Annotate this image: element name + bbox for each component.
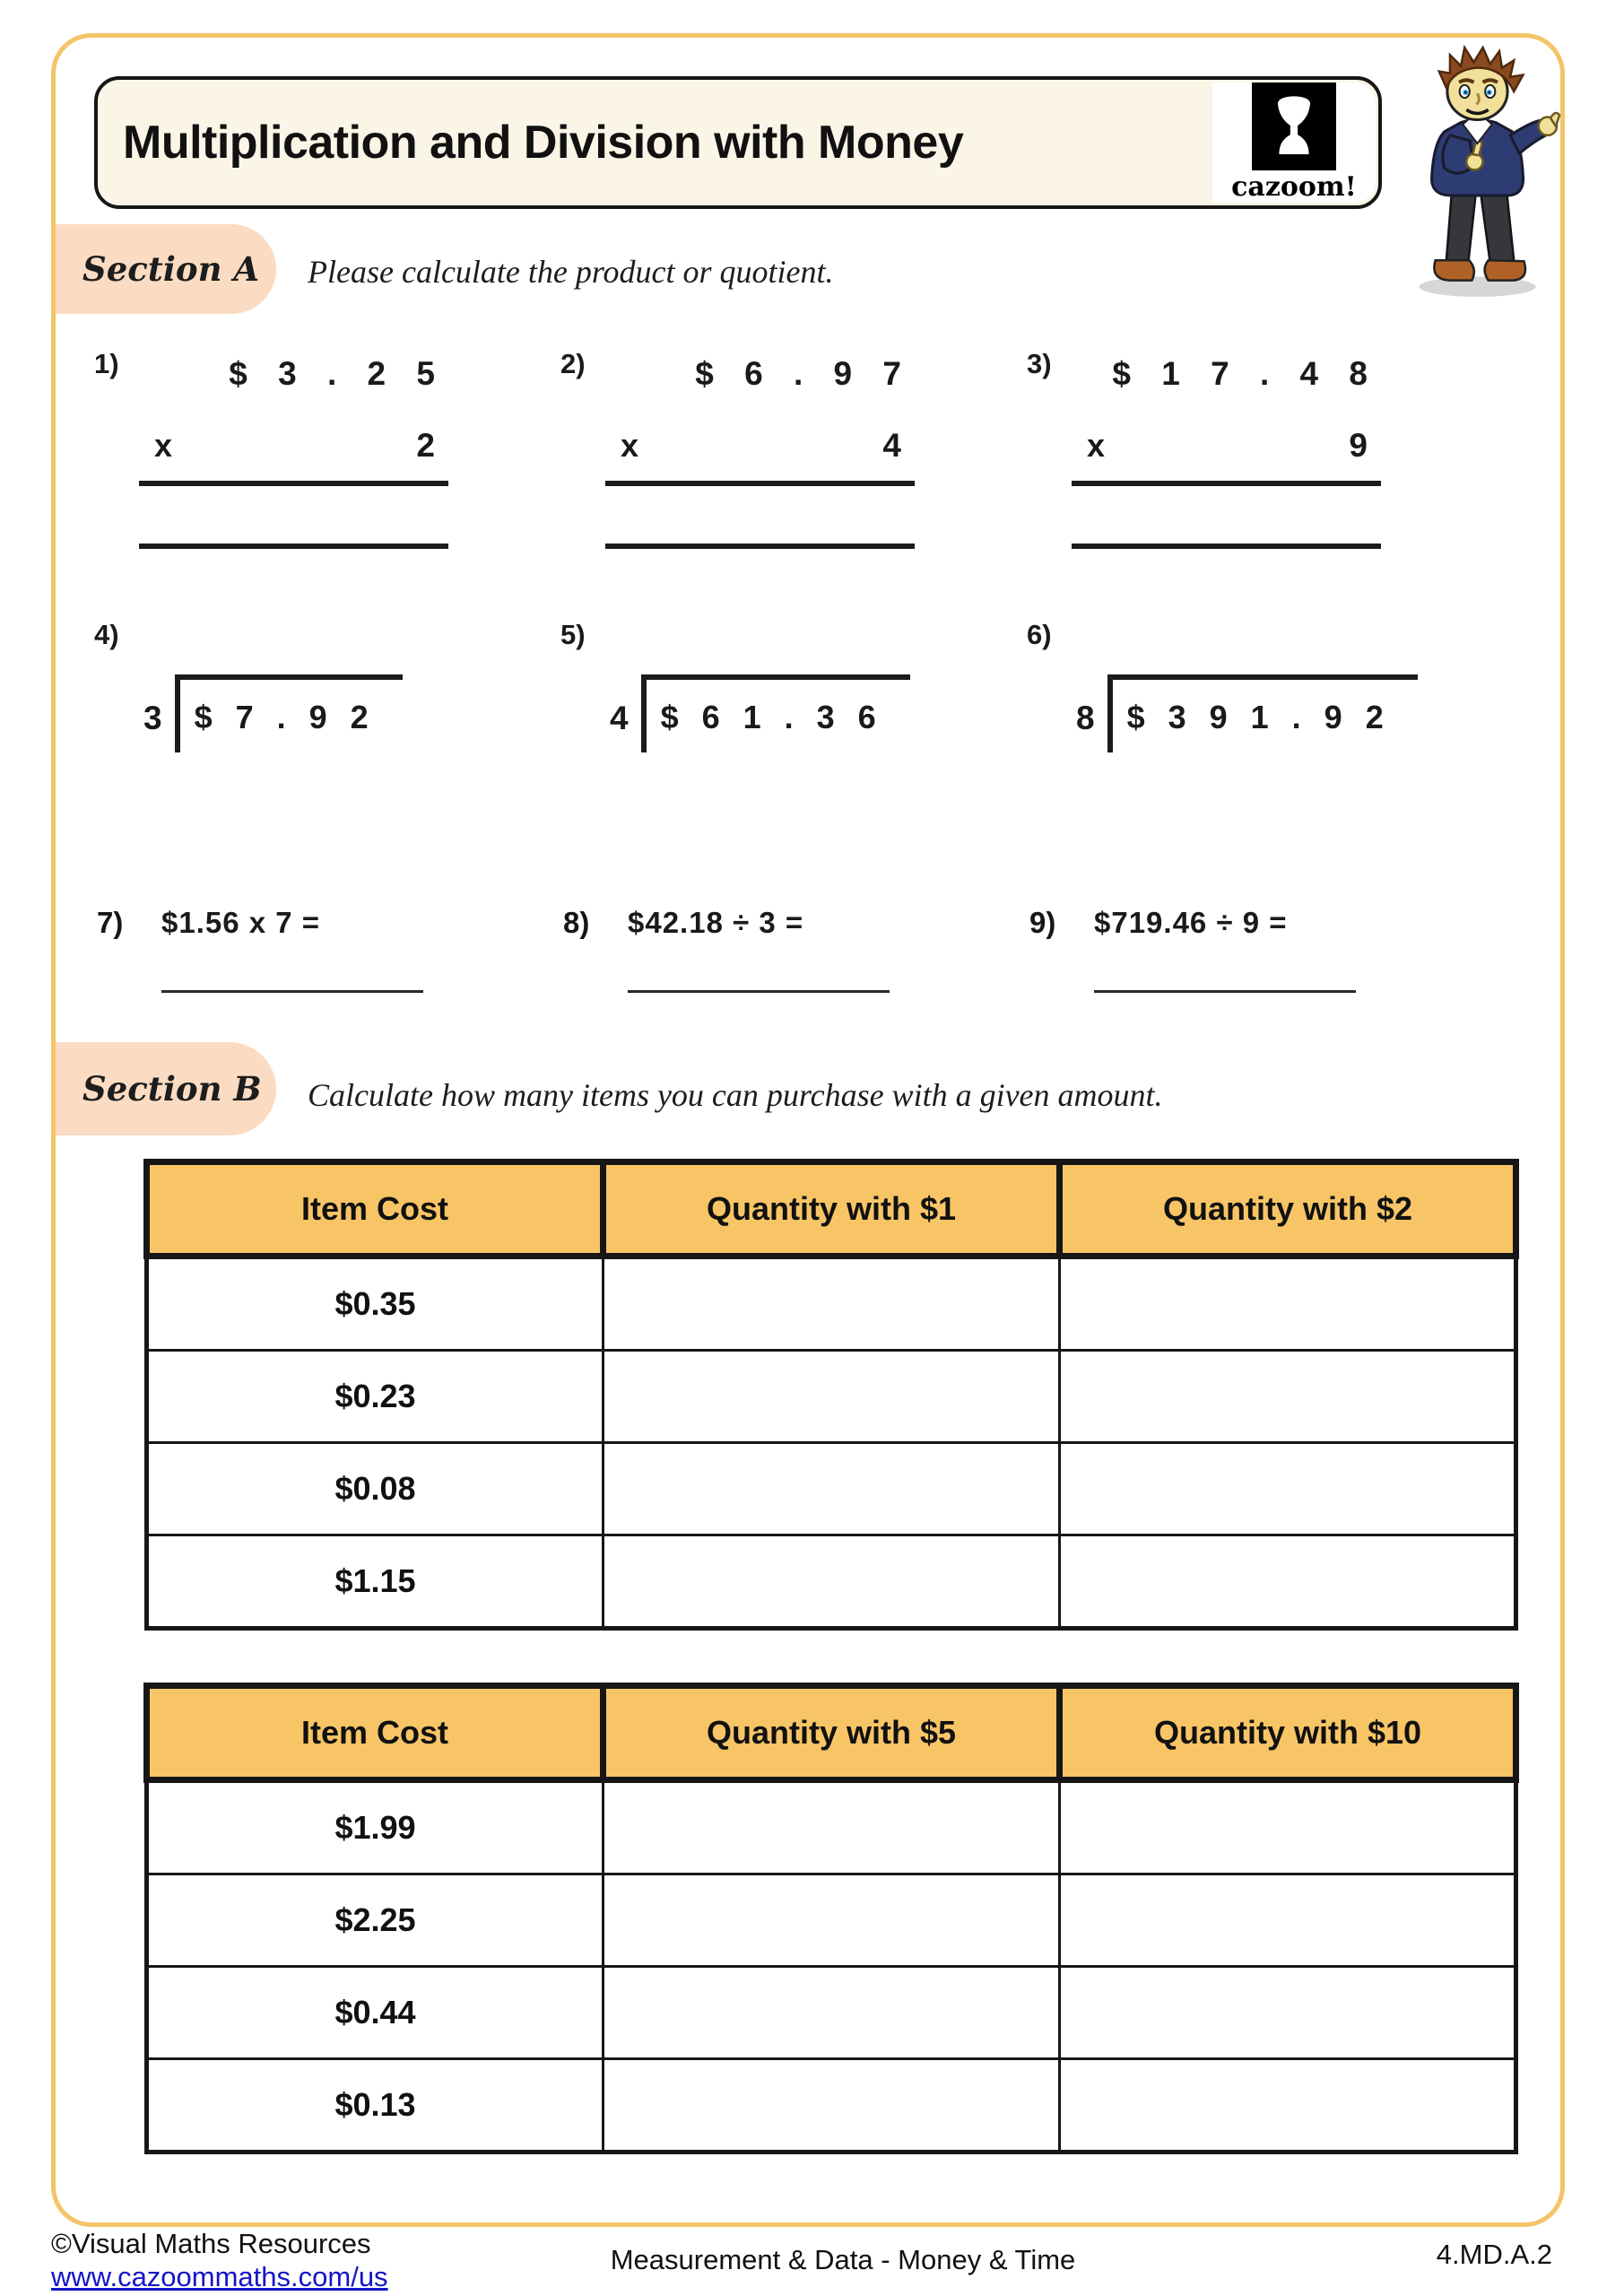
answer-cell (1060, 1874, 1516, 1967)
multiplicand: $ 3 . 2 5 (229, 355, 446, 392)
item-cost-value: $1.15 (147, 1535, 604, 1629)
title-box (94, 76, 1382, 209)
item-cost-value: $2.25 (147, 1874, 604, 1967)
table-header-row (147, 1162, 1516, 1257)
answer-line (139, 544, 448, 549)
expression: $719.46 ÷ 9 = (1094, 906, 1288, 939)
header-item-cost: Item Cost (147, 1686, 604, 1780)
logo-wordmark: cazoom! (1231, 171, 1357, 203)
answer-cell (604, 1780, 1060, 1874)
multiplication-work-area (610, 348, 919, 559)
item-cost-value: $0.44 (147, 1967, 604, 2059)
item-cost-value: $0.35 (147, 1257, 604, 1351)
answer-cell (1060, 1351, 1516, 1443)
dividend: $ 7 . 9 2 (194, 699, 376, 735)
header-quantity-1: Quantity with $1 (604, 1162, 1060, 1257)
standard-code: 4.MD.A.2 (1436, 2239, 1552, 2270)
table-row (147, 1874, 1516, 1967)
table-row (147, 1535, 1516, 1629)
problem-number: 7) (97, 906, 124, 939)
answer-cell (604, 2059, 1060, 2152)
multiply-operator: x (1087, 427, 1106, 464)
answer-cell (604, 1967, 1060, 2059)
multiplication-problem-2 (560, 348, 933, 559)
header-quantity-2: Quantity with $2 (1060, 1162, 1516, 1257)
answer-line (605, 544, 915, 549)
answer-line (1072, 481, 1381, 486)
inline-problem-9 (1029, 906, 1406, 1022)
multiplication-problem-1 (94, 348, 466, 559)
section-a-pill (56, 224, 276, 314)
copyright-text: ©Visual Maths Resources (51, 2228, 371, 2259)
item-cost-value: $1.99 (147, 1780, 604, 1874)
division-bracket (1107, 674, 1418, 752)
answer-line (139, 481, 448, 486)
inline-problem-7 (97, 906, 473, 1022)
division-bracket (175, 674, 403, 752)
division-problem-6 (1027, 619, 1439, 780)
purchase-table-2 (143, 1683, 1519, 2154)
problem-number: 3) (1027, 348, 1052, 379)
section-b-pill (56, 1042, 276, 1135)
answer-line (161, 990, 423, 993)
answer-line (605, 481, 915, 486)
drum-icon (1252, 83, 1336, 170)
answer-line (628, 990, 890, 993)
answer-cell (604, 1874, 1060, 1967)
answer-cell (1060, 1257, 1516, 1351)
inline-problem-8 (563, 906, 940, 1022)
item-cost-value: $0.13 (147, 2059, 604, 2152)
multiplier: 9 (1349, 427, 1378, 464)
answer-cell (1060, 1535, 1516, 1629)
expression: $42.18 ÷ 3 = (628, 906, 804, 939)
multiply-operator: x (621, 427, 639, 464)
table-row (147, 1257, 1516, 1351)
boy-mascot-illustration (1385, 40, 1569, 300)
purchase-table-1 (143, 1159, 1519, 1631)
header-item-cost: Item Cost (147, 1162, 604, 1257)
division-problem-4 (94, 619, 507, 780)
answer-cell (604, 1443, 1060, 1535)
answer-line (1072, 544, 1381, 549)
long-division-layout (1076, 674, 1418, 752)
divisor: 8 (1076, 700, 1095, 736)
section-b-label: Section B (83, 1069, 262, 1109)
problem-number: 4) (94, 619, 119, 650)
problem-number: 2) (560, 348, 586, 379)
long-division-layout (143, 674, 403, 752)
answer-cell (604, 1257, 1060, 1351)
table-header-row (147, 1686, 1516, 1780)
divisor: 4 (610, 700, 629, 736)
page-title: Multiplication and Division with Money (123, 117, 964, 169)
multiplication-problem-3 (1027, 348, 1399, 559)
cazoom-logo (1212, 83, 1376, 203)
multiplier: 4 (882, 427, 912, 464)
header-quantity-5: Quantity with $5 (604, 1686, 1060, 1780)
table-row (147, 1443, 1516, 1535)
problem-number: 9) (1029, 906, 1056, 939)
dividend: $ 6 1 . 3 6 (660, 699, 883, 735)
problem-number: 1) (94, 348, 119, 379)
website-link[interactable]: www.cazoommaths.com/us (51, 2261, 388, 2292)
multiply-operator: x (154, 427, 173, 464)
item-cost-value: $0.23 (147, 1351, 604, 1443)
answer-cell (1060, 1443, 1516, 1535)
section-b-instruction: Calculate how many items you can purchase with a given amount. (308, 1077, 1163, 1113)
multiplicand: $ 1 7 . 4 8 (1112, 355, 1378, 392)
answer-cell (1060, 2059, 1516, 2152)
item-cost-value: $0.08 (147, 1443, 604, 1535)
answer-cell (1060, 1780, 1516, 1874)
division-problem-5 (560, 619, 973, 780)
expression: $1.56 x 7 = (161, 906, 321, 939)
table-row (147, 1967, 1516, 2059)
multiplier: 2 (416, 427, 446, 464)
multiplication-work-area (143, 348, 453, 559)
problem-number: 8) (563, 906, 590, 939)
multiplicand: $ 6 . 9 7 (695, 355, 912, 392)
header-quantity-10: Quantity with $10 (1060, 1686, 1516, 1780)
table-row (147, 2059, 1516, 2152)
table-row (147, 1780, 1516, 1874)
multiplication-work-area (1076, 348, 1385, 559)
answer-line (1094, 990, 1356, 993)
answer-cell (604, 1535, 1060, 1629)
table-row (147, 1351, 1516, 1443)
problem-number: 6) (1027, 619, 1052, 650)
footer-topic-text: Measurement & Data - Money & Time (610, 2244, 1076, 2275)
answer-cell (604, 1351, 1060, 1443)
problem-number: 5) (560, 619, 586, 650)
answer-cell (1060, 1967, 1516, 2059)
section-a-label: Section A (83, 249, 260, 289)
section-a-instruction: Please calculate the product or quotient. (308, 254, 834, 290)
division-bracket (641, 674, 910, 752)
dividend: $ 3 9 1 . 9 2 (1126, 699, 1391, 735)
long-division-layout (610, 674, 910, 752)
divisor: 3 (143, 700, 162, 736)
